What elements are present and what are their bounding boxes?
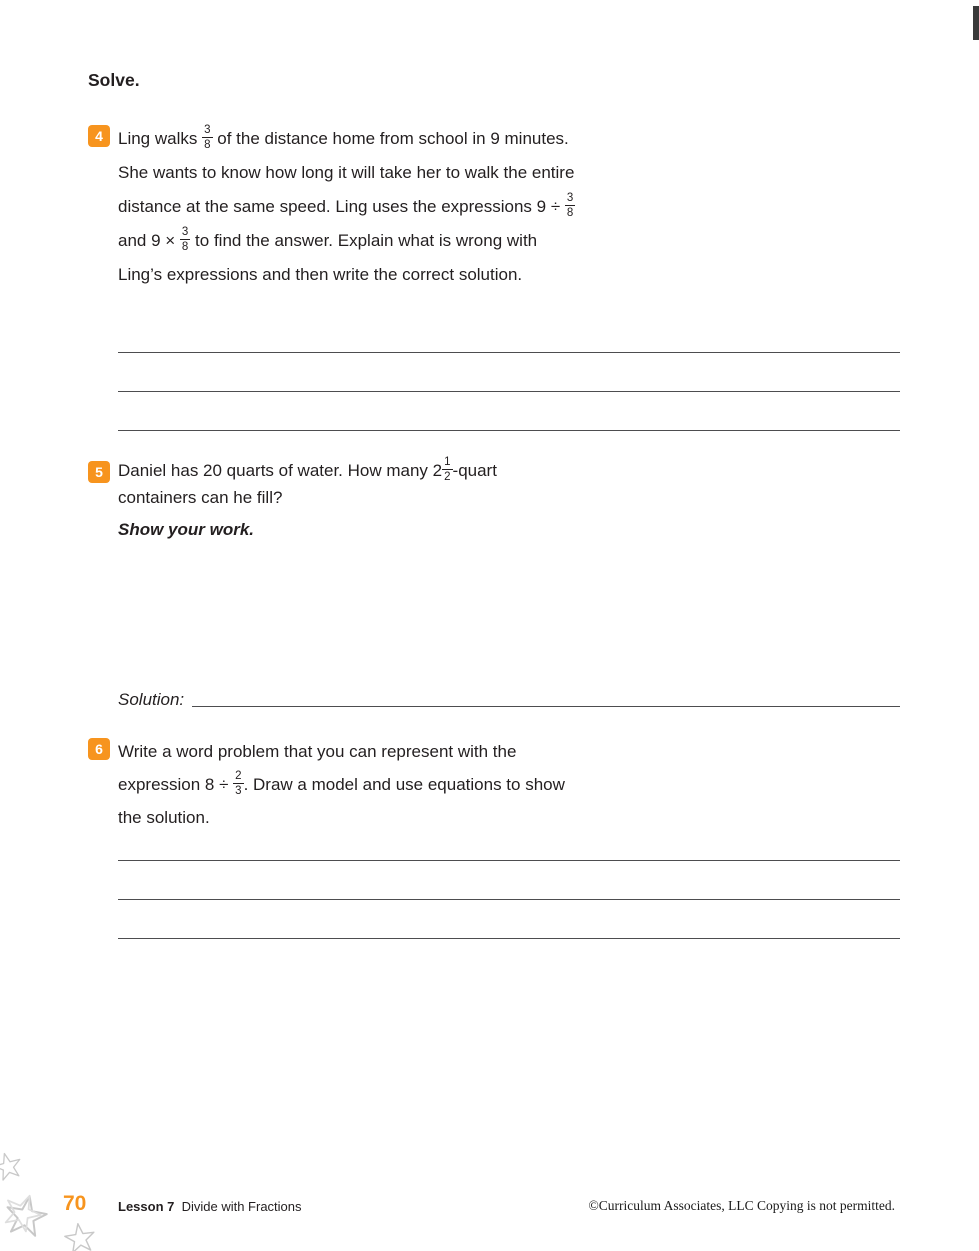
fraction-denominator: 2 [444, 471, 451, 484]
fraction-2-3 [233, 770, 243, 797]
problem-5-number-badge: 5 [88, 461, 110, 483]
footer-copyright: ©Curriculum Associates, LLC Copying is not permitted. [588, 1198, 895, 1213]
fraction-3-8 [202, 124, 212, 151]
footer-lesson-title: Divide with Fractions [181, 1199, 302, 1214]
show-your-work-label: Show your work. [118, 520, 255, 540]
answer-line [118, 899, 900, 900]
footer-lesson [118, 1199, 302, 1214]
solution-label: Solution: [118, 690, 185, 709]
fraction-denominator: 8 [566, 207, 574, 220]
answer-line [118, 938, 900, 939]
fraction-numerator: 1 [442, 456, 452, 470]
text-segment: Daniel has 20 quarts of water. How many 2 [118, 461, 443, 481]
text-segment: -quart containers can he fill? [118, 461, 497, 508]
problem-6-text [118, 735, 580, 834]
text-segment: Write a word problem that you can represent with the expression 8 ÷ [118, 742, 517, 794]
print-marker [973, 6, 979, 40]
solution-answer-line [192, 705, 900, 707]
fraction-numerator: 3 [202, 124, 212, 138]
text-segment: to find the answer. Explain what is wrong with Ling’s expressions and then write the correct solution. [118, 231, 538, 284]
solution-row [118, 690, 900, 710]
problem-5 [88, 458, 568, 540]
fraction-denominator: 8 [181, 241, 189, 254]
fraction-denominator: 3 [235, 785, 242, 798]
problem-4-number-badge: 4 [88, 125, 110, 147]
fraction-numerator: 3 [180, 226, 190, 240]
fraction-1-2 [442, 456, 452, 483]
text-segment: of the distance home from school in 9 minutes. She wants to know how long it will take her to walk the entire distance at the same speed. Ling uses the expressions 9 ÷ [118, 129, 575, 216]
fraction-numerator: 2 [233, 770, 243, 784]
answer-line [118, 352, 900, 353]
answer-line [118, 391, 900, 392]
page-heading: Solve. [88, 70, 140, 90]
text-segment: . Draw a model and use equations to show the solution. [118, 775, 565, 827]
problem-5-text [118, 458, 568, 511]
problem-6-number-badge: 6 [88, 738, 110, 760]
answer-line [118, 430, 900, 431]
problem-4-text [118, 122, 580, 292]
decorative-stars [0, 1151, 132, 1251]
text-segment: and 9 × [118, 231, 180, 250]
text-segment: Ling walks [118, 129, 203, 148]
fraction-3-8 [180, 226, 190, 253]
answer-line [118, 860, 900, 861]
footer-page-number: 70 [63, 1192, 87, 1215]
problem-4 [88, 122, 580, 292]
fraction-numerator: 3 [565, 192, 575, 206]
footer-lesson-label: Lesson 7 [118, 1199, 175, 1214]
fraction-3-8 [565, 192, 575, 219]
problem-6 [88, 735, 580, 834]
fraction-denominator: 8 [204, 139, 211, 152]
